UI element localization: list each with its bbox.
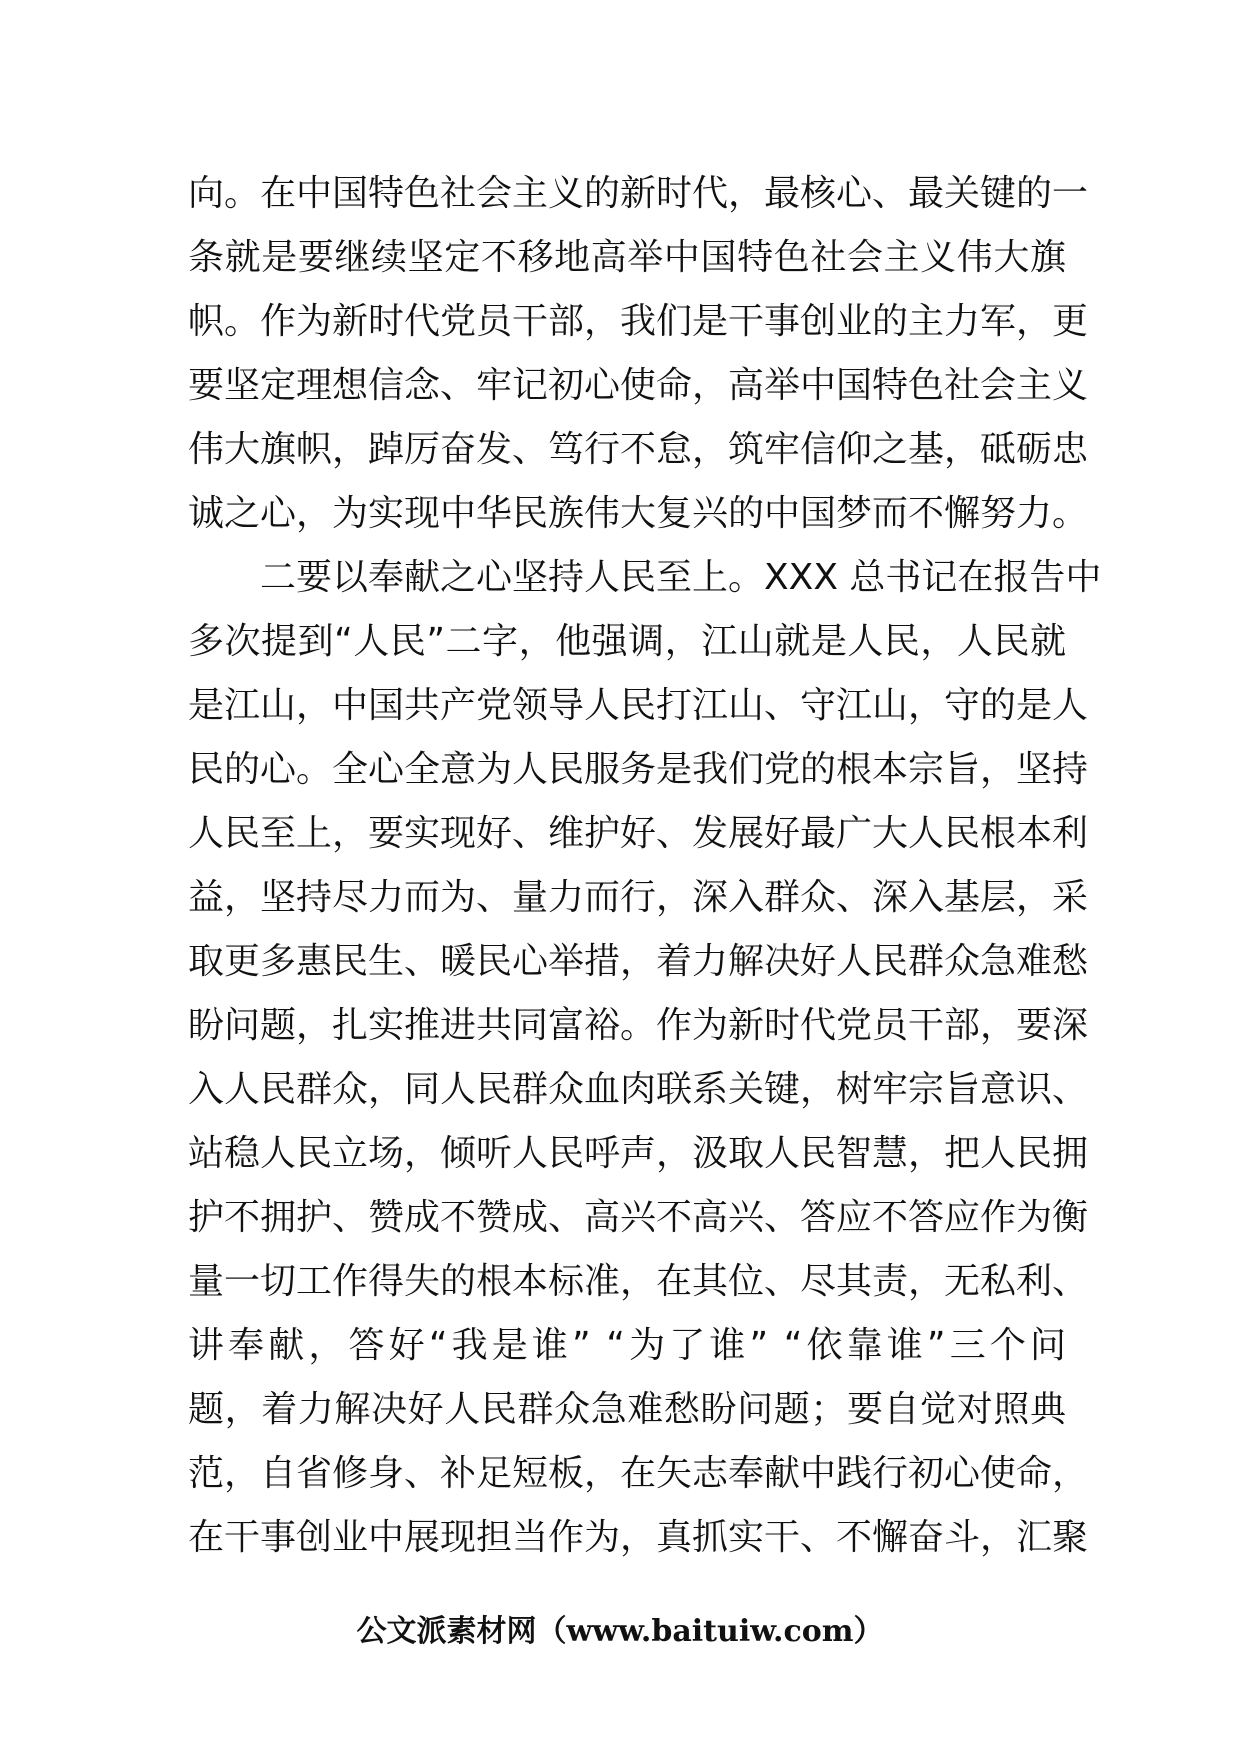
text-line: 人民至上，要实现好、维护好、发展好最广大人民根本利	[188, 813, 1089, 854]
text-line: 是江山，中国共产党领导人民打江山、守江山，守的是人	[188, 685, 1089, 726]
text-line: 入人民群众，同人民群众血肉联系关键，树牢宗旨意识、	[188, 1069, 1089, 1110]
text-line: 多次提到“人民”二字，他强调，江山就是人民，人民就	[188, 621, 1066, 662]
paragraph-start-line: 二要以奉献之心坚持人民至上。XXX 总书记在报告中	[260, 557, 1102, 598]
body-text	[188, 162, 1102, 1570]
text-line: 范，自省修身、补足短板，在矢志奉献中践行初心使命，	[188, 1453, 1089, 1494]
text-line: 量一切工作得失的根本标准，在其位、尽其责，无私利、	[188, 1261, 1089, 1302]
text-line: 民的心。全心全意为人民服务是我们党的根本宗旨，坚持	[188, 749, 1089, 790]
footer-watermark: 公文派素材网（www.baituiw.com）	[356, 1614, 884, 1649]
text-line: 护不拥护、赞成不赞成、高兴不高兴、答应不答应作为衡	[188, 1197, 1089, 1238]
text-line: 诚之心，为实现中华民族伟大复兴的中国梦而不懈努力。	[188, 493, 1089, 534]
text-line: 伟大旗帜，踔厉奋发、笃行不怠，筑牢信仰之基，砥砺忠	[188, 429, 1089, 470]
text-line: 向。在中国特色社会主义的新时代，最核心、最关键的一	[188, 173, 1089, 214]
text-line: 在干事创业中展现担当作为，真抓实干、不懈奋斗，汇聚	[188, 1517, 1089, 1558]
text-line: 条就是要继续坚定不移地高举中国特色社会主义伟大旗	[188, 237, 1066, 278]
text-line: 取更多惠民生、暖民心举措，着力解决好人民群众急难愁	[188, 941, 1089, 982]
text-line: 盼问题，扎实推进共同富裕。作为新时代党员干部，要深	[188, 1005, 1089, 1046]
text-line: 题，着力解决好人民群众急难愁盼问题；要自觉对照典	[188, 1389, 1066, 1430]
text-line: 要坚定理想信念、牢记初心使命，高举中国特色社会主义	[188, 365, 1089, 406]
text-line: 讲奉献，答好“我是谁” “为了谁” “依靠谁”三个问	[188, 1325, 1066, 1366]
text-line: 站稳人民立场，倾听人民呼声，汲取人民智慧，把人民拥	[188, 1133, 1089, 1174]
text-line: 益，坚持尽力而为、量力而行，深入群众、深入基层，采	[188, 877, 1089, 918]
text-line: 帜。作为新时代党员干部，我们是干事创业的主力军，更	[188, 301, 1089, 342]
